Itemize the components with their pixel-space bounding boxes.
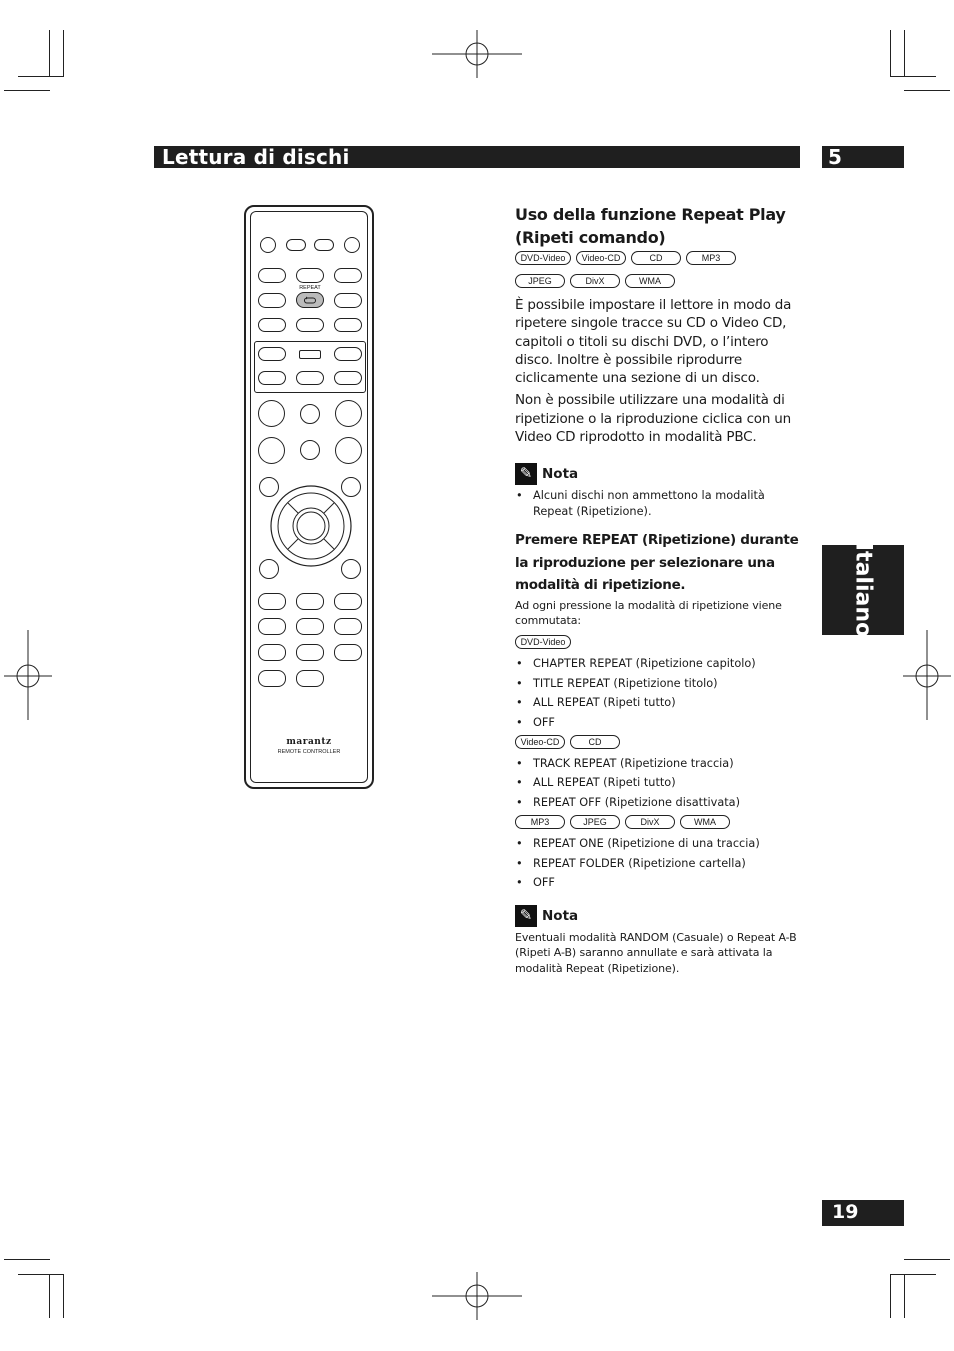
chapter-number: 5 — [828, 145, 842, 169]
note-list — [515, 488, 805, 519]
format-badge: MP3 — [515, 815, 565, 829]
remote-button — [296, 371, 324, 385]
remote-brand: marantz — [286, 737, 332, 747]
format-badge: JPEG — [570, 815, 620, 829]
section-header — [154, 146, 800, 168]
list-item: • OFF — [515, 713, 805, 733]
remote-button — [258, 400, 285, 427]
remote-button — [258, 437, 285, 464]
pbc-paragraph: Non è possibile utilizzare una modalità di ripetizione o la riproduzione ciclica con un Video CD riprodotto in modalità PBC. — [515, 392, 792, 446]
dvd-format-badges — [515, 635, 805, 650]
note-text: Eventuali modalità RANDOM (Casuale) o Repeat A-B (Ripeti A-B) saranno annullate e sarà attivata la modalità Repeat (Ripetizione). — [515, 930, 797, 975]
remote-button — [334, 318, 362, 332]
remote-repeat-button — [296, 292, 324, 308]
language-label: Italiano — [850, 542, 876, 638]
vcd-format-badges — [515, 735, 805, 750]
note-label: Nota — [542, 466, 579, 483]
format-badge: DVD-Video — [515, 635, 571, 649]
format-badge: MP3 — [686, 251, 736, 265]
format-badge: Video-CD — [515, 735, 565, 749]
format-badge: CD — [570, 735, 620, 749]
format-badge: CD — [631, 251, 681, 265]
vcd-repeat-modes — [515, 754, 805, 813]
remote-repeat-label: REPEAT — [299, 285, 321, 291]
remote-button — [258, 644, 286, 661]
list-item: • OFF — [515, 873, 805, 893]
list-item: • Alcuni dischi non ammettono la modalità Repeat (Ripetizione). — [515, 488, 805, 519]
list-item: • TITLE REPEAT (Ripetizione titolo) — [515, 674, 805, 694]
remote-button — [314, 239, 334, 251]
format-badges-row1 — [515, 251, 805, 266]
format-badge: WMA — [680, 815, 730, 829]
remote-button — [300, 404, 320, 424]
remote-button — [296, 670, 324, 687]
remote-button — [258, 618, 286, 635]
remote-button — [258, 670, 286, 687]
remote-display-button — [299, 350, 321, 359]
list-item: • TRACK REPEAT (Ripetizione traccia) — [515, 754, 805, 774]
remote-button — [334, 593, 362, 610]
remote-button — [258, 293, 286, 308]
remote-button — [296, 318, 324, 332]
remote-button — [334, 371, 362, 385]
remote-button — [334, 644, 362, 661]
main-content — [515, 203, 805, 976]
remote-subtitle: REMOTE CONTROLLER — [277, 749, 341, 755]
remote-button — [344, 237, 360, 253]
remote-button — [341, 559, 361, 579]
mp3-format-badges — [515, 815, 805, 830]
mp3-repeat-modes — [515, 834, 805, 893]
format-badge: WMA — [625, 274, 675, 288]
remote-button — [334, 268, 362, 283]
list-item: • REPEAT OFF (Ripetizione disattivata) — [515, 793, 805, 813]
note-pencil-icon: ✎ — [515, 463, 537, 485]
list-item: • ALL REPEAT (Ripeti tutto) — [515, 773, 805, 793]
format-badge: DivX — [625, 815, 675, 829]
page-number-box — [822, 1200, 904, 1226]
format-badges-row2 — [515, 274, 805, 289]
remote-button — [334, 618, 362, 635]
section-title: Lettura di dischi — [162, 145, 350, 169]
note-pencil-icon: ✎ — [515, 905, 537, 927]
remote-button — [296, 268, 324, 283]
remote-button — [286, 239, 306, 251]
remote-button — [296, 618, 324, 635]
note-label: Nota — [542, 907, 579, 924]
list-item: • CHAPTER REPEAT (Ripetizione capitolo) — [515, 654, 805, 674]
remote-button — [334, 347, 362, 361]
instruction-subtext: Ad ogni pressione la modalità di ripetizione viene commutata: — [515, 598, 782, 628]
remote-button — [258, 371, 286, 385]
list-item: • REPEAT ONE (Ripetizione di una traccia) — [515, 834, 805, 854]
remote-button — [296, 644, 324, 661]
repeat-icon — [297, 293, 323, 307]
remote-button — [258, 268, 286, 283]
remote-control-illustration — [244, 205, 374, 789]
list-item: • ALL REPEAT (Ripeti tutto) — [515, 693, 805, 713]
list-item: • REPEAT FOLDER (Ripetizione cartella) — [515, 854, 805, 874]
remote-button — [300, 440, 320, 460]
format-badge: JPEG — [515, 274, 565, 288]
intro-paragraph: È possibile impostare il lettore in modo da ripetere singole tracce su CD o Video CD, capitoli o titoli su dischi DVD, o l’intero disco. Inoltre è possibile riprodurre ciclicamente una sezione di un disco. — [515, 297, 792, 387]
remote-button — [296, 593, 324, 610]
remote-power-button — [260, 237, 276, 253]
remote-button — [259, 559, 279, 579]
remote-button — [258, 347, 286, 361]
dvd-repeat-modes — [515, 654, 805, 733]
remote-dpad — [270, 485, 352, 567]
page-title: Uso della funzione Repeat Play (Ripeti comando) — [515, 205, 786, 247]
remote-button — [258, 593, 286, 610]
page-number: 19 — [832, 1201, 859, 1223]
remote-button — [258, 318, 286, 332]
format-badge: DivX — [570, 274, 620, 288]
remote-button — [334, 293, 362, 308]
remote-button — [335, 400, 362, 427]
format-badge: Video-CD — [576, 251, 626, 265]
format-badge: DVD-Video — [515, 251, 571, 265]
instruction-step: Premere REPEAT (Ripetizione) durante la riproduzione per selezionare una modalità di ripetizione. — [515, 532, 799, 594]
note-heading — [515, 462, 805, 486]
remote-button — [335, 437, 362, 464]
language-tab — [822, 542, 904, 638]
note-heading — [515, 904, 805, 928]
chapter-number-box — [822, 146, 904, 168]
